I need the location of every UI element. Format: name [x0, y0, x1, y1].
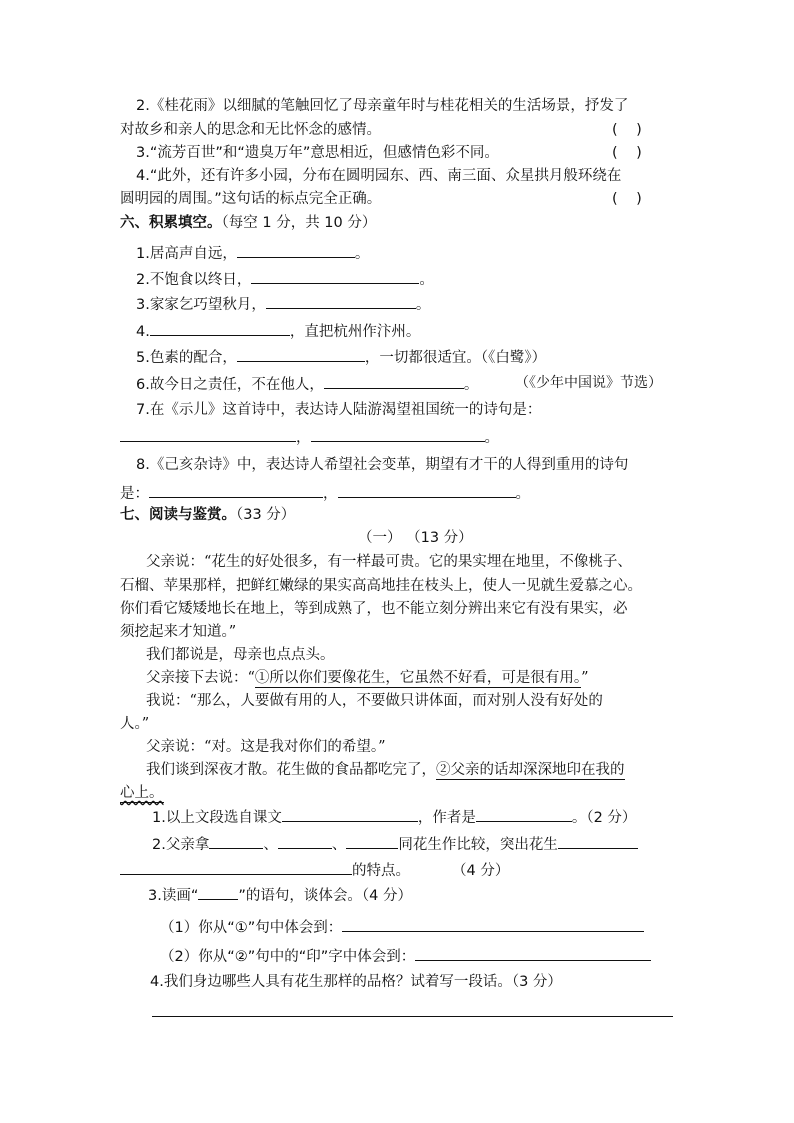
passage-line: 人。”	[120, 716, 150, 732]
reading-q2-score: （4 分）	[452, 863, 510, 879]
answer-paren[interactable]: ( )	[612, 122, 642, 138]
answer-line[interactable]	[415, 945, 651, 961]
underlined-sentence-1: ①所以你们要像花生，它虽然不好看，可是很有用。	[254, 670, 582, 686]
fill-blank[interactable]	[282, 806, 418, 822]
fill-blank[interactable]	[311, 426, 485, 442]
fill-blank[interactable]	[150, 320, 290, 336]
passage-line: 父亲说：“对。这是我对你们的希望。”	[146, 739, 386, 755]
fill-blank[interactable]	[346, 833, 398, 849]
passage-line: 你们看它矮矮地长在地上，等到成熟了，也不能立刻分辨出来它有没有果实，必	[120, 601, 628, 617]
fill-item-2	[136, 268, 434, 290]
separator: 、	[331, 837, 347, 853]
fill-item-3	[136, 293, 430, 315]
fill-item-1-end: 。	[354, 246, 370, 262]
fill-blank[interactable]	[237, 346, 365, 362]
reading-q3-sub1-text: （1）你从“①”句中体会到：	[160, 920, 343, 936]
fill-blank[interactable]	[558, 833, 638, 849]
fill-item-1	[136, 242, 369, 264]
fill-blank[interactable]	[251, 268, 419, 284]
underlined-sentence-2-end: 心上。	[120, 785, 164, 801]
fill-item-3-end: 。	[415, 297, 431, 313]
passage-text: ”	[581, 670, 589, 686]
passage-line	[146, 668, 589, 688]
reading-q1	[152, 806, 636, 828]
reading-q1-text2: ，作者是	[417, 810, 476, 826]
fill-blank[interactable]	[338, 482, 516, 498]
answer-line[interactable]	[342, 916, 644, 932]
passage-line: 石榴、苹果那样，把鲜红嫩绿的果实高高地挂在枝头上，使人一见就生爱慕之心。	[120, 578, 642, 594]
reading-q3-text: 3.读画“	[148, 888, 199, 904]
fill-blank[interactable]	[149, 482, 323, 498]
passage-line: 我们都说是，母亲也点点头。	[146, 647, 335, 663]
fill-item-7: 7.在《示儿》这首诗中，表达诗人陆游渴望祖国统一的诗句是：	[136, 402, 542, 418]
judge-q3: 3.“流芳百世”和“遗臭万年”意思相近，但感情色彩不同。	[136, 145, 499, 161]
fill-blank[interactable]	[476, 806, 572, 822]
reading-q3-sub1	[160, 916, 644, 938]
fill-blank[interactable]	[324, 373, 464, 389]
underline-sample	[198, 887, 238, 900]
fill-item-6-source: （《少年中国说》节选）	[515, 375, 662, 391]
section-6-score: （每空 1 分，共 10 分）	[221, 215, 377, 231]
section-7-title: 七、阅读与鉴赏。	[120, 507, 236, 523]
judge-q4-line1: 4.“此外，还有许多小园，分布在圆明园东、西、南三面、众星拱月般环绕在	[136, 168, 622, 184]
reading-q2-text: 2.父亲拿	[152, 837, 210, 853]
fill-item-2-text: 2.不饱食以终日，	[136, 272, 252, 288]
section-6-title: 六、积累填空。	[120, 215, 222, 231]
reading-q1-score: 。（2 分）	[571, 810, 637, 826]
fill-item-5-text: 5.色素的配合，	[136, 350, 237, 366]
section-6-heading	[120, 213, 376, 233]
reading-q3-sub2-text: （2）你从“②”句中的“印”字中体会到：	[160, 949, 416, 965]
reading-q2-line2	[120, 859, 509, 881]
passage-text: 父亲接下去说：“	[146, 670, 255, 686]
judge-q2-line2: 对故乡和亲人的思念和无比怀念的感情。	[120, 122, 381, 138]
answer-paren[interactable]: ( )	[612, 145, 642, 161]
fill-item-5	[136, 346, 546, 368]
period: 。	[484, 430, 499, 446]
underlined-sentence-2: ②父亲的话却深深地印在我的	[436, 762, 625, 778]
fill-blank[interactable]	[266, 293, 416, 309]
reading-q2-text3: 的特点。	[352, 863, 410, 879]
fill-item-2-end: 。	[419, 272, 434, 288]
fill-item-1-text: 1.居高声自远，	[136, 246, 237, 262]
reading-q3-sub2	[160, 945, 651, 967]
passage-text: 我们谈到深夜才散。花生做的食品都吃完了，	[146, 762, 436, 778]
passage-line: 须挖起来才知道。”	[120, 624, 237, 640]
reading-q3-text2: ”的语句，谈体会。（4 分）	[238, 888, 412, 904]
fill-item-6-text: 6.故今日之责任，不在他人，	[136, 377, 324, 393]
passage-line	[146, 760, 625, 780]
section-7-heading	[120, 505, 295, 525]
reading-q2-text2: 同花生作比较，突出花生	[398, 837, 558, 853]
fill-item-3-text: 3.家家乞巧望秋月，	[136, 297, 266, 313]
fill-blank[interactable]	[209, 833, 263, 849]
fill-item-4-text: ，直把杭州作汴州。	[289, 324, 421, 340]
reading-q4: 4.我们身边哪些人具有花生那样的品格？试着写一段话。（3 分）	[150, 974, 562, 990]
reading-q1-text: 1.以上文段选自课文	[152, 810, 282, 826]
fill-item-8: 8.《己亥杂诗》中，表达诗人希望社会变革，期望有才干的人得到重用的诗句	[136, 457, 629, 473]
passage-line: 我说：“那么，人要做有用的人，不要做只讲体面，而对别人没有好处的	[146, 693, 603, 709]
reading-part-1-title: （一） （13 分）	[358, 530, 473, 546]
fill-blank[interactable]	[120, 426, 296, 442]
fill-blank[interactable]	[237, 242, 355, 258]
section-7-score: （33 分）	[236, 507, 296, 523]
fill-blank[interactable]	[278, 833, 332, 849]
fill-item-6	[136, 373, 478, 395]
passage-line: 父亲说：“花生的好处很多，有一样最可贵。它的果实埋在地里，不像桃子、	[146, 554, 632, 570]
fill-item-4-num: 4.	[136, 324, 150, 340]
reading-q2	[152, 833, 638, 855]
fill-item-4	[136, 320, 420, 342]
period: 。	[515, 486, 530, 502]
answer-paren[interactable]: ( )	[612, 191, 642, 207]
separator: 、	[263, 837, 278, 853]
fill-item-5-end: ，一切都很适宜。（《白鹭》）	[364, 350, 547, 366]
fill-item-8-prefix: 是：	[120, 486, 149, 502]
answer-line[interactable]	[152, 1016, 673, 1017]
comma: ，	[296, 430, 311, 446]
reading-q3	[148, 886, 412, 906]
fill-blank[interactable]	[120, 859, 352, 875]
comma: ，	[323, 486, 338, 502]
judge-q2-line1: 2.《桂花雨》以细腻的笔触回忆了母亲童年时与桂花相关的生活场景，抒发了	[136, 98, 629, 114]
passage-line	[120, 783, 164, 803]
fill-item-8-answers	[120, 482, 530, 504]
fill-item-6-end: 。	[463, 377, 479, 393]
fill-item-7-answers	[120, 426, 499, 448]
judge-q4-line2: 圆明园的周围。”这句话的标点完全正确。	[120, 191, 382, 207]
